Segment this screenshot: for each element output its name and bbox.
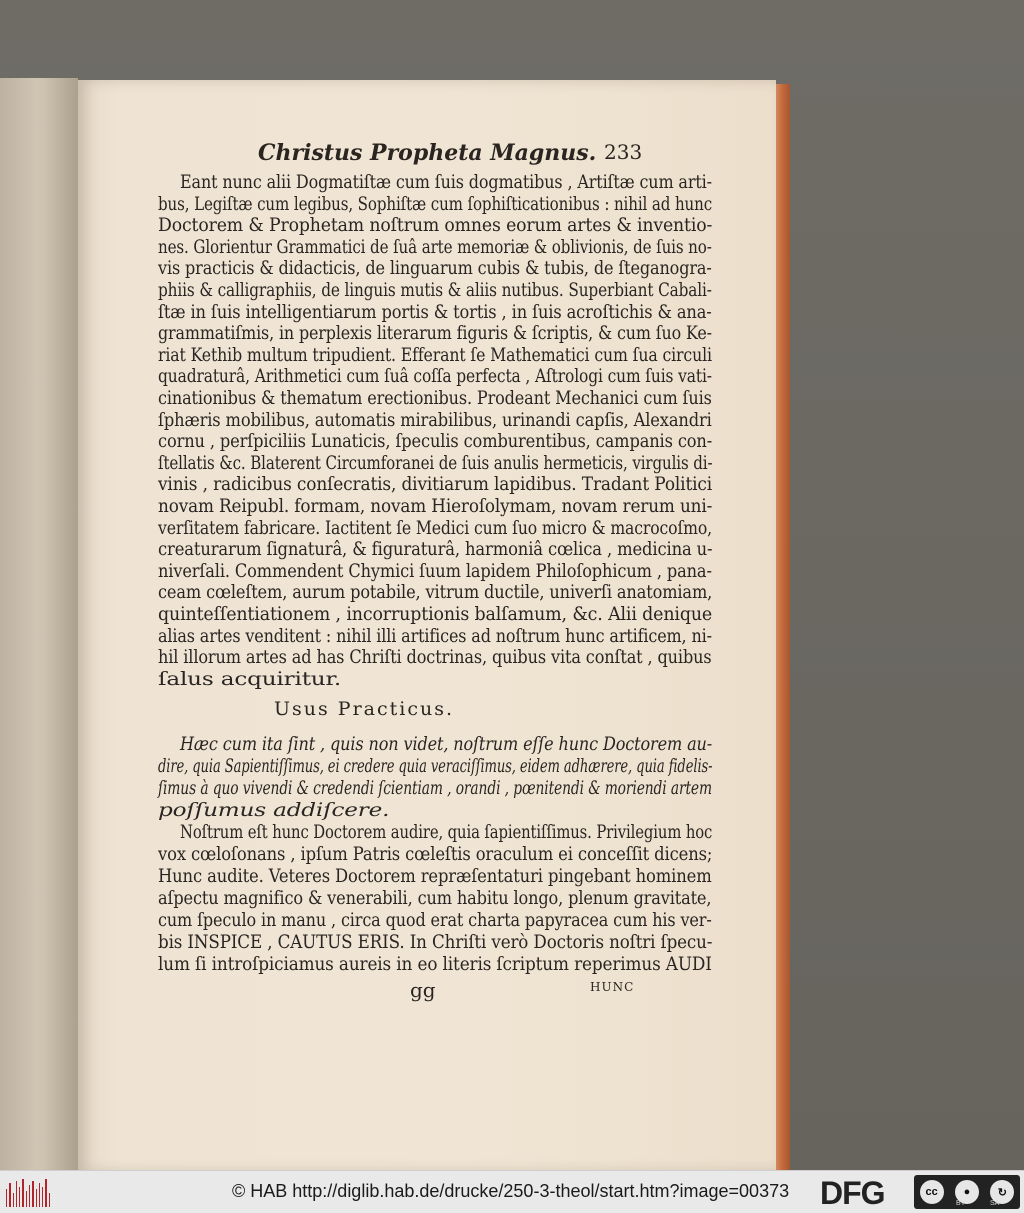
text-line: phiis & calligraphiis, de linguis mutis & aliis nutibus. Superbiant Cabali-: [158, 280, 712, 301]
logo-bar: [49, 1193, 50, 1207]
hab-logo-icon: [6, 1179, 50, 1207]
logo-bar: [6, 1189, 7, 1207]
copyright-link[interactable]: © HAB http://diglib.hab.de/drucke/250-3-theol/start.htm?image=00373: [232, 1181, 790, 1201]
text-line: Hunc audite. Veteres Doctorem repræſentaturi pingebant hominem: [158, 866, 712, 887]
text-line: quinteſſentiationem , incorruptionis balſamum, &c. Alii denique: [158, 604, 713, 625]
text-line: cinationibus & thematum erectionibus. Prodeant Mechanici cum ſuis: [158, 388, 712, 409]
text-line: niverſali. Commendent Chymici ſuum lapidem Philoſophicum , pana-: [158, 560, 712, 582]
logo-bar: [39, 1183, 40, 1207]
cc-icon: cc: [920, 1180, 944, 1204]
text-line: cum ſpeculo in manu , circa quod erat charta papyracea cum his ver-: [158, 910, 712, 931]
share-alike-icon: ↻: [990, 1180, 1014, 1204]
text-line: Noſtrum eſt hunc Doctorem audire, quia ſapientiſſimus. Privilegium hoc: [180, 822, 713, 843]
text-line: dire, quia Sapientiſſimus, ei credere quia veraciſſimus, eidem adhærere, quia fidelis-: [158, 756, 713, 777]
page-number: 233: [604, 140, 643, 164]
text-line: cornu , perſpiciliis Lunaticis, ſpeculis comburentibus, campanis con-: [158, 431, 713, 453]
text-line: bis INSPICE , CAUTUS ERIS. In Chriſti verò Doctoris noſtri ſpecu-: [158, 932, 713, 953]
logo-bar: [32, 1181, 33, 1207]
text-line: nes. Glorientur Grammatici de ſuâ arte memoriæ & oblivionis, de ſuis no-: [158, 236, 712, 258]
text-line: vox cœloſonans , ipſum Patris cœleſtis oraculum ei conceſſit dicens;: [158, 844, 713, 865]
logo-bar: [45, 1179, 46, 1207]
text-line: ceam cœleſtem, aurum potabile, vitrum ductile, univerſi anatomiam,: [158, 582, 713, 604]
logo-bar: [16, 1181, 17, 1207]
text-line: aſpectu magnifico & venerabili, cum habitu longo, plenum gravitate,: [158, 888, 712, 909]
attribution-icon: ●: [955, 1180, 979, 1204]
logo-bar: [9, 1183, 10, 1207]
text-line: ſalus acquiritur.: [158, 668, 342, 690]
text-line: Doctorem & Prophetam noſtrum omnes eorum artes & inventio-: [158, 215, 713, 237]
viewer-footer: [0, 1170, 1024, 1213]
logo-bar: [29, 1185, 30, 1207]
text-line: Eant nunc alii Dogmatiſtæ cum ſuis dogmatibus , Artiſtæ cum arti-: [180, 172, 712, 193]
book-spine-shadow: [36, 78, 78, 1173]
text-line: verſitatem fabricare. Iactitent ſe Medici cum ſuo micro & macrocoſmo,: [158, 517, 712, 539]
text-line: lum ſi introſpiciamus aureis in eo literis ſcriptum reperimus AUDI: [158, 954, 712, 975]
text-line: hil illorum artes ad has Chriſti doctrinas, quibus vita conſtat , quibus: [158, 647, 712, 669]
text-line: vis practicis & didacticis, de linguarum cubis & tubis, de ſteganogra-: [158, 258, 712, 280]
sa-label: SA: [990, 1200, 1000, 1207]
logo-bar: [22, 1179, 23, 1207]
page-fore-edge: [776, 84, 790, 1172]
text-line: Hæc cum ita ſint , quis non videt, noſtrum eſſe hunc Doctorem au-: [180, 734, 713, 755]
logo-bar: [26, 1191, 27, 1207]
signature-mark: gg: [410, 978, 436, 1002]
catchword: HUNC: [590, 980, 635, 994]
book-page: [78, 80, 776, 1172]
text-line: alias artes venditent : nihil illi artifices ad noſtrum hunc artificem, ni-: [158, 625, 712, 647]
text-line: vinis , radicibus conſecratis, divitiarum lapidibus. Tradant Politici: [158, 474, 713, 496]
cc-license-badge[interactable]: [914, 1175, 1020, 1209]
by-label: BY: [956, 1200, 966, 1207]
running-head: Christus Propheta Magnus.: [258, 140, 597, 166]
text-line: creaturarum ſignaturâ, & figuraturâ, harmoniâ cœlica , medicina u-: [158, 539, 713, 561]
text-line: riat Kethib multum tripudient. Efferant ſe Mathematici cum ſua circuli: [158, 344, 712, 366]
logo-bar: [36, 1189, 37, 1207]
logo-bar: [19, 1187, 20, 1207]
text-line: bus, Legiſtæ cum legibus, Sophiſtæ cum ſophiſticationibus : nihil ad hunc: [158, 193, 713, 215]
text-line: novam Reipubl. formam, novam Hieroſolymam, novam rerum uni-: [158, 496, 713, 517]
text-line: ſtellatis &c. Blaterent Circumforanei de ſuis anulis hermeticis, virgulis di-: [158, 452, 713, 474]
text-line: ſimus à quo vivendi & credendi ſcientiam , orandi , pœnitendi & moriendi artem: [158, 778, 712, 799]
dfg-logo: DFG: [820, 1175, 885, 1211]
text-line: grammatiſmis, in perplexis literarum figuris & ſcriptis, & cum ſuo Ke-: [158, 323, 712, 345]
text-line: ſtæ in ſuis intelligentiarum portis & tortis , in ſuis acroſtichis & ana-: [158, 301, 712, 323]
page-text-block: [78, 80, 776, 1172]
text-line: ſphæris mobilibus, automatis mirabilibus, urinandi capſis, Alexandri: [158, 409, 712, 431]
section-heading: Usus Practicus.: [274, 698, 455, 720]
logo-bar: [42, 1187, 43, 1207]
text-line: quadraturâ, Arithmetici cum ſuâ coſſa perfecta , Aſtrologi cum ſuis vati-: [158, 366, 712, 388]
logo-bar: [13, 1193, 14, 1207]
text-line: poſſumus addiſcere.: [158, 800, 390, 821]
